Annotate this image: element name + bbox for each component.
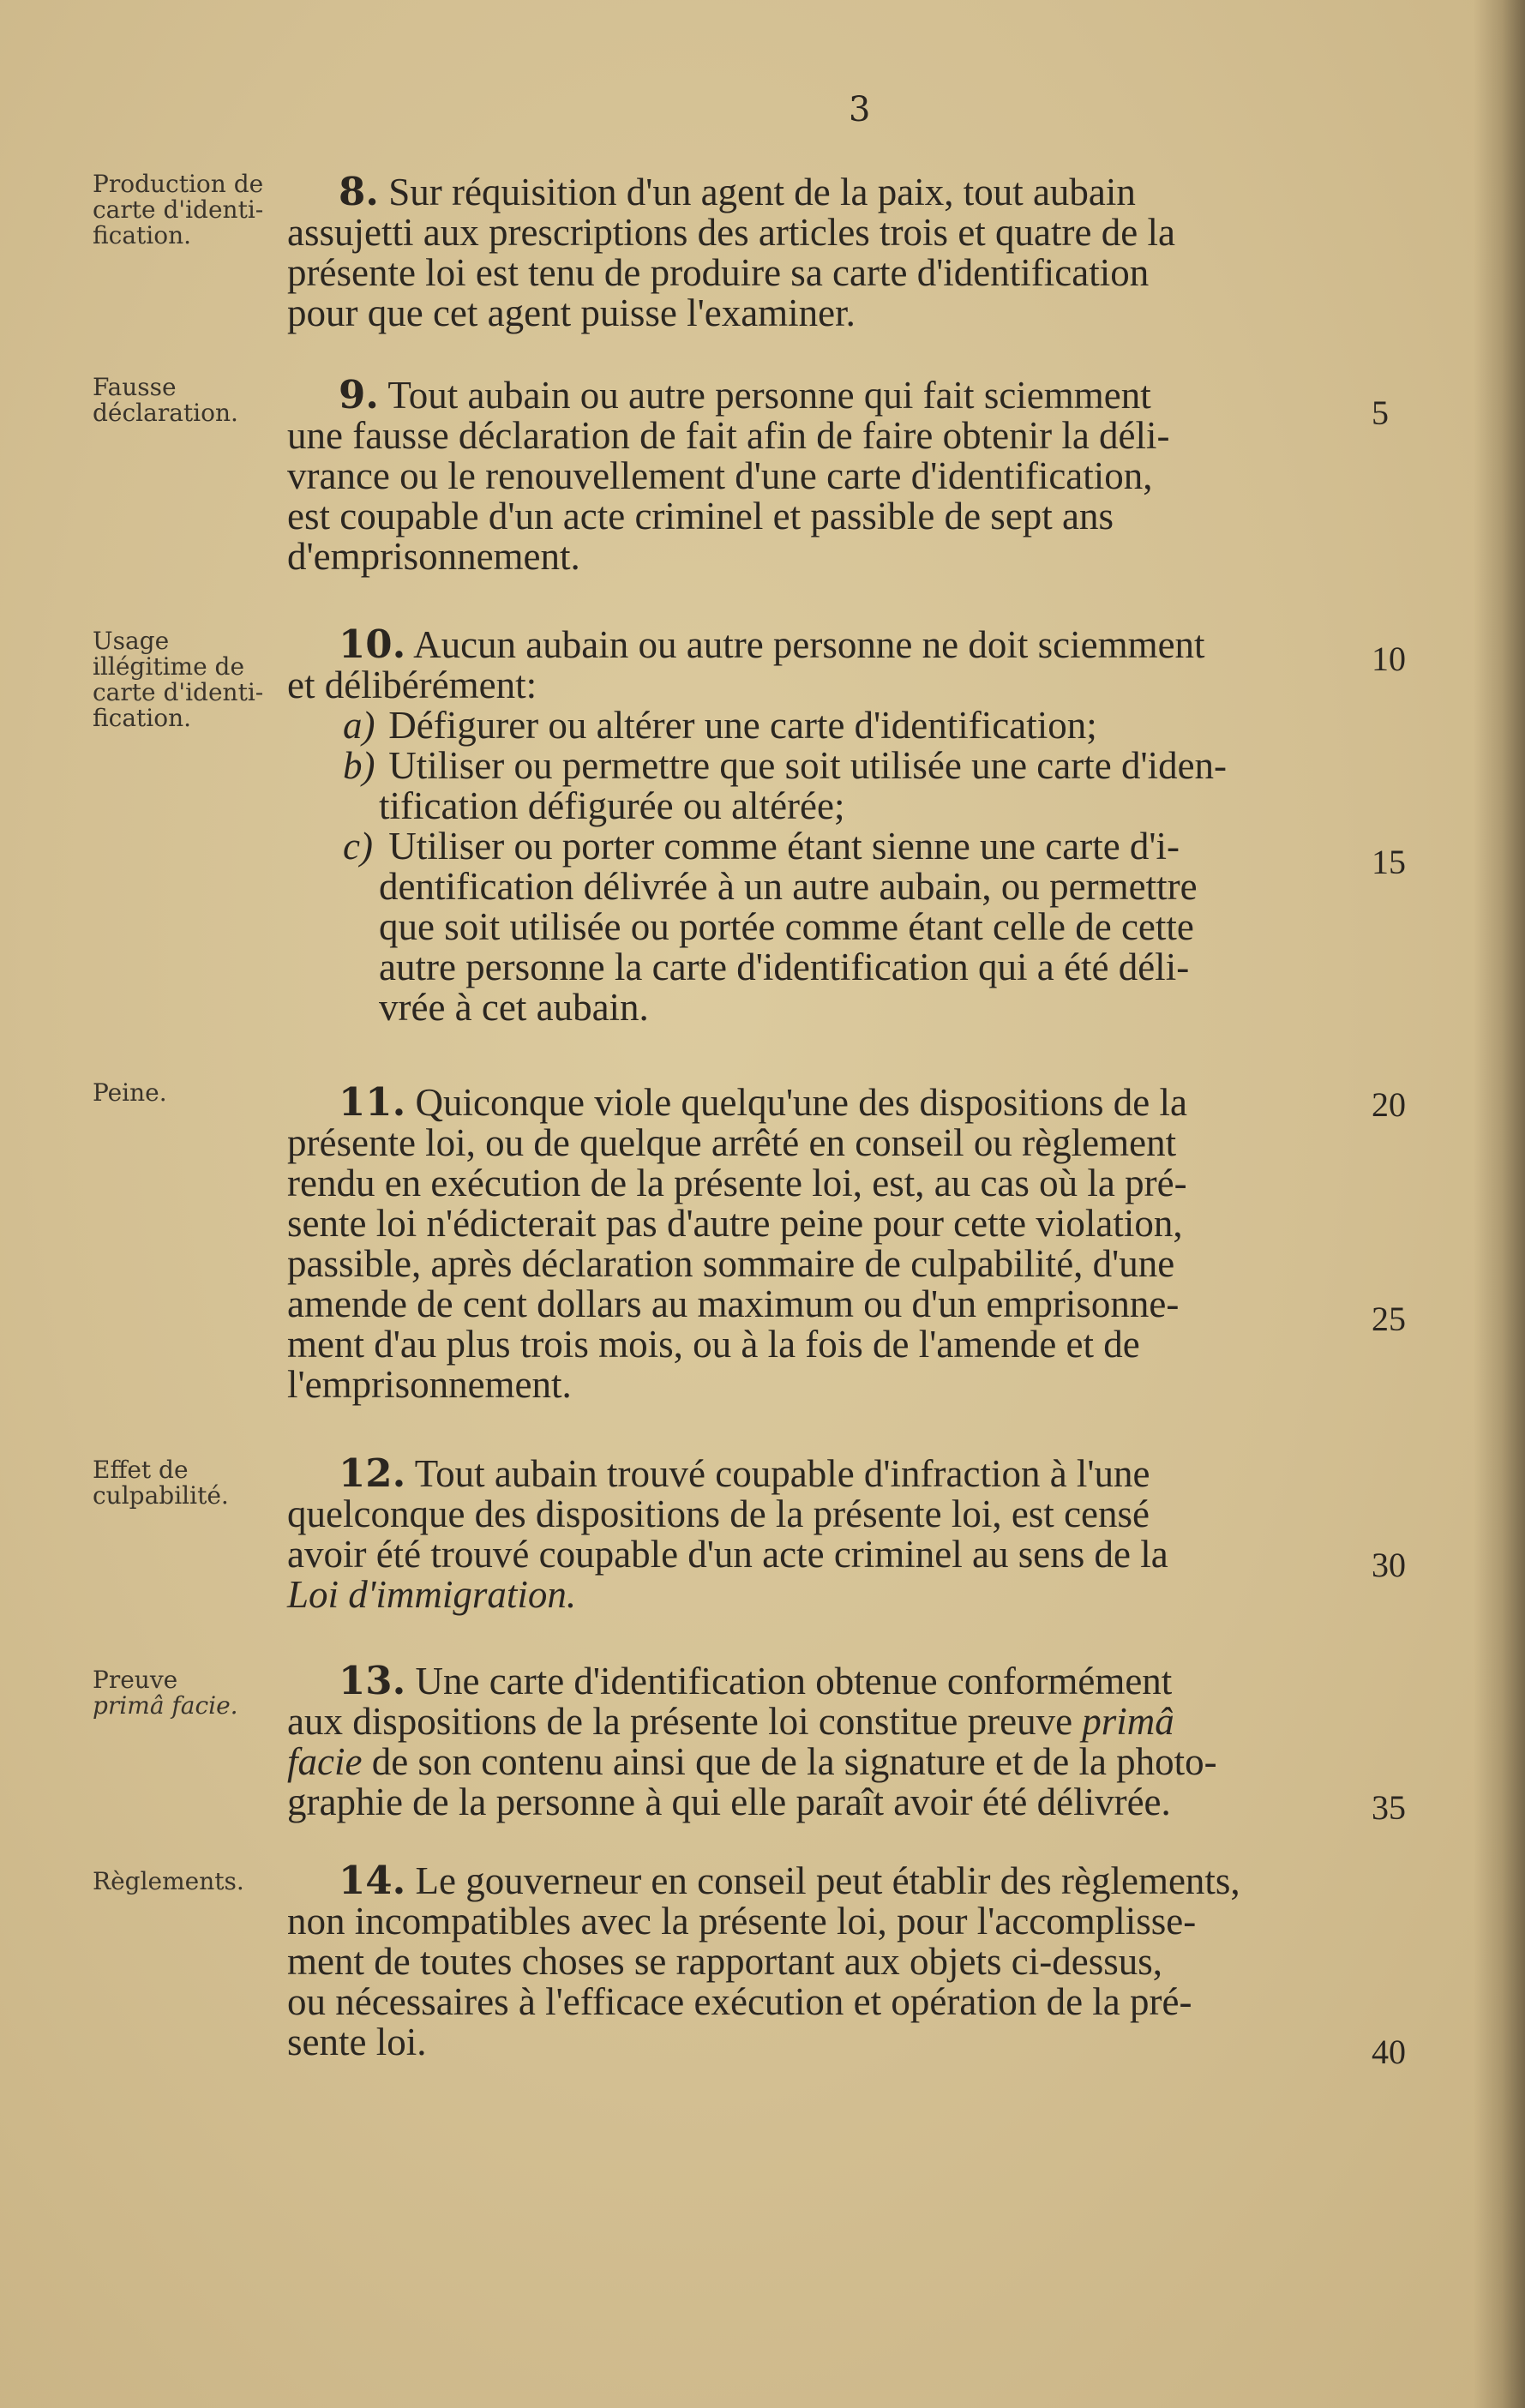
article-12: 12. Tout aubain trouvé coupable d'infraction à l'une quelconque des dispositions de la présente loi, est censé avoir été trouvé coupable d'un acte criminel au sens de la Loi d'immigration. (287, 1450, 1168, 1616)
margin-note-8: Production de carte d'identi- fication. (93, 170, 264, 249)
margin-note-9: Fausse déclaration. (93, 373, 238, 427)
article-9: 9. Tout aubain ou autre personne qui fait sciemment une fausse déclaration de fait afin de faire obtenir la déli- vrance ou le renouvellement d'une carte d'identification, est coupable d'un acte criminel et passible de sept ans d'emprisonnement. (287, 372, 1170, 578)
article-11: 11. Quiconque viole quelqu'une des dispositions de la présente loi, ou de quelque arrêté en conseil ou règlement rendu en exécution de la présente loi, est, au cas où la pré- sente loi n'édicterait pas d'autre peine pour cette violation, passible, après déclaration sommaire de culpabilité, d'une amende de cent dollars au maximum ou d'un emprisonne- ment d'au plus trois mois, ou à la fois de l'amende et de l'emprisonnement. (287, 1079, 1188, 1406)
margin-note-10: Usage illégitime de carte d'identi- fication. (93, 627, 264, 732)
page-number: 3 (849, 90, 872, 129)
margin-note-14: Règlements. (93, 1867, 244, 1895)
margin-note-13: Preuve primâ facie. (93, 1666, 238, 1720)
article-number: 13. (339, 1658, 406, 1703)
article-14: 14. Le gouverneur en conseil peut établir des règlements, non incompatibles avec la présente loi, pour l'accomplisse- ment de toutes choses se rapportant aux objets ci-dessus, ou nécessaires à l'efficace exécution et opération de la pré- sente loi. (287, 1858, 1240, 2063)
article-number: 14. (339, 1858, 406, 1903)
article-8: 8. Sur réquisition d'un agent de la paix, tout aubain assujetti aux prescriptions des articles trois et quatre de la présente loi est tenu de produire sa carte d'identification pour que cet agent puisse l'examiner. (287, 169, 1175, 334)
article-number: 8. (339, 169, 379, 214)
article-number: 9. (339, 372, 379, 417)
page-edge-shadow (1474, 0, 1525, 2408)
article-number: 12. (339, 1450, 406, 1496)
margin-note-11: Peine. (93, 1078, 167, 1107)
line-number: 35 (1372, 1788, 1406, 1827)
line-number: 10 (1372, 640, 1406, 678)
line-number: 40 (1372, 2033, 1406, 2071)
article-13: 13. Une carte d'identification obtenue conformément aux dispositions de la présente loi constitue preuve primâ facie de son contenu ainsi que de la signature et de la photo- graphie de la personne à qui elle paraît avoir été délivrée. (287, 1658, 1217, 1823)
margin-note-12: Effet de culpabilité. (93, 1456, 229, 1510)
line-number: 30 (1372, 1546, 1406, 1584)
line-number: 5 (1372, 393, 1389, 432)
line-number: 20 (1372, 1085, 1406, 1124)
article-10: 10. Aucun aubain ou autre personne ne doit sciemment et délibérément: a) Défigurer ou altérer une carte d'identification; b) Utiliser ou permettre que soit utilisée une carte d'iden- tification défigurée ou altérée; c) Utiliser ou porter comme étant sienne une carte d'i- dentification délivrée à un autre aubain, ou permettre que soit utilisée ou portée comme étant celle de cette autre personne la carte d'identification qui a été déli- vrée à cet aubain. (287, 622, 1228, 1029)
article-number: 11. (339, 1079, 406, 1125)
line-number: 25 (1372, 1300, 1406, 1338)
line-number: 15 (1372, 843, 1406, 881)
article-number: 10. (339, 622, 406, 667)
